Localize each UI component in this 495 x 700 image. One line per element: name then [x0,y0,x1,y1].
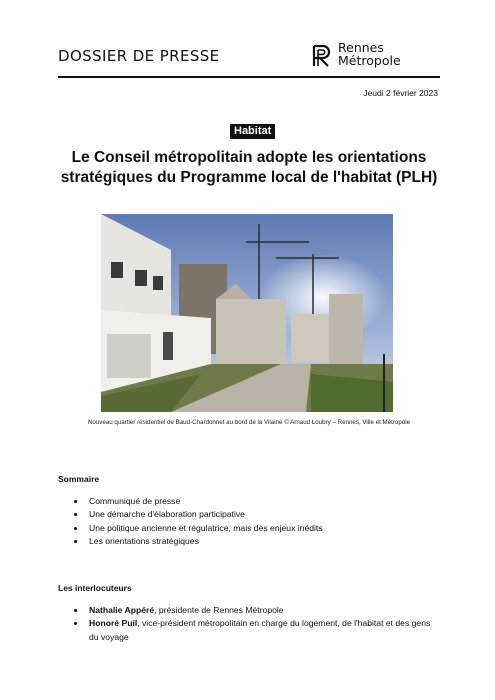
document-type: DOSSIER DE PRESSE [58,47,220,65]
category-tag: Habitat [230,124,275,139]
title-line-2: stratégiques du Programme local de l'habitat (PLH) [60,169,438,186]
publication-date: Jeudi 2 février 2023 [363,88,438,98]
speaker-role: , vice-président métropolitain en charge du logement, de l'habitat et des gens du voyage [89,618,431,642]
title-line-1: Le Conseil métropolitain adopte les orientations [71,149,427,166]
speaker-name: Honoré Puil [89,618,138,629]
list-item: Communiqué de presse [72,495,323,508]
list-item: Une démarche d'élaboration participative [72,508,323,521]
speakers-list [72,604,441,644]
speaker-name: Nathalie Appéré [89,605,155,615]
logo-line-1: Rennes [338,40,384,55]
logo-mark-icon [312,44,332,68]
speakers-title: Les interlocuteurs [58,583,132,593]
photo-caption: Nouveau quartier résidentiel de Baud-Chardonnet au bord de la Vilaine © Arnaud Loubry – Rennes, Ville et Métropole [87,419,411,426]
list-item: Les orientations stratégiques [72,535,323,548]
cover-photo [101,214,393,412]
rennes-metropole-logo [312,41,440,71]
logo-text [338,41,401,67]
list-item [72,604,441,617]
speaker-role: , présidente de Rennes Métropole [154,605,284,615]
logo-line-2: Métropole [338,53,401,68]
summary-title: Sommaire [58,474,100,484]
header-divider [58,76,440,78]
header [58,40,440,78]
list-item [72,617,441,644]
list-item: Une politique ancienne et régulatrice, mais des enjeux inédits [72,522,323,535]
summary-list [72,495,323,549]
page-title [58,148,440,188]
